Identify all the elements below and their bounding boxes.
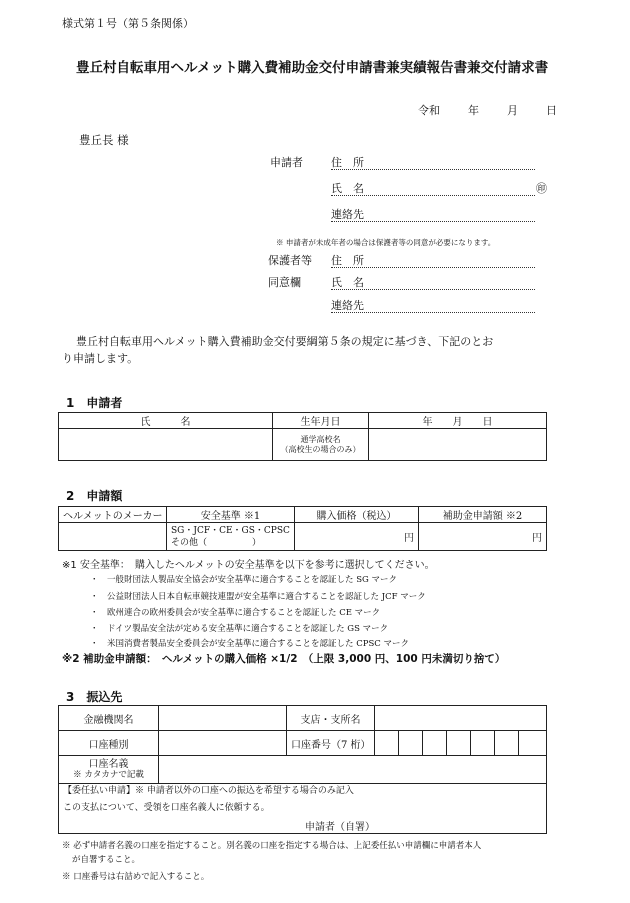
bullet-jcf-text: 公益財団法人日本自転車競技連盟が安全基準に適合することを認証した JCF マーク: [107, 592, 426, 602]
price-header: 購入価格（税込）: [295, 507, 419, 523]
dob-header: 生年月日: [273, 413, 369, 429]
standards-options: SG・JCF・CE・GS・CPSC: [171, 525, 290, 536]
footnote-2: ※ 口座番号は右詰めで記入すること。: [62, 872, 210, 882]
school-label-line2: （高校生の場合のみ）: [280, 444, 361, 454]
account-digit-6[interactable]: [495, 731, 519, 756]
holder-label: [59, 756, 159, 784]
applicant-label: 申請者: [270, 156, 303, 169]
bullet-ce-text: 欧州連合の欧州委員会が安全基準に適合することを認証した CE マーク: [107, 608, 381, 618]
account-number-label: 口座番号（7 桁）: [287, 731, 375, 756]
form-number: 様式第１号（第５条関係）: [62, 17, 194, 30]
bullet-cpsc: ・ 米国消費者製品安全委員会が安全基準に適合することを認証した CPSC マーク: [90, 639, 409, 649]
applicant-name-field[interactable]: [331, 195, 535, 196]
footnote-1: ※ 必ず申請者名義の口座を指定すること。別名義の口座を指定する場合は、上記委任払い申請欄に申請者本人: [62, 841, 482, 851]
date-era: 令和: [418, 104, 440, 117]
account-digit-4[interactable]: [447, 731, 471, 756]
bullet-jcf: ・ 公益財団法人日本自転車競技連盟が安全基準に適合することを認証した JCF マーク: [90, 592, 426, 602]
bullet-sg: ・ 一般財団法人製品安全協会が安全基準に適合することを認証した SG マーク: [90, 575, 398, 585]
guardian-address-field[interactable]: [331, 267, 535, 268]
guardian-name-field[interactable]: [331, 289, 535, 290]
consent-label: 同意欄: [268, 276, 301, 289]
bank-name-cell[interactable]: [159, 706, 287, 731]
dob-value[interactable]: 年 月 日: [369, 413, 547, 429]
bank-name-label: 金融機関名: [59, 706, 159, 731]
school-name-cell[interactable]: [369, 429, 547, 461]
bank-table: [58, 705, 547, 834]
intro-line-2: り申請します。: [62, 352, 139, 365]
bullet-gs-text: ドイツ製品安全法が定める安全基準に適合することを認証した GS マーク: [107, 624, 389, 634]
date-month: 月: [507, 104, 518, 117]
seal-mark: ㊞: [536, 182, 547, 195]
date-day: 日: [546, 104, 557, 117]
guardian-address-label: 住 所: [331, 254, 364, 267]
account-digit-3[interactable]: [423, 731, 447, 756]
applicant-name-label: 氏 名: [331, 182, 364, 195]
section1-heading: 1 申請者: [66, 396, 123, 410]
amount-table: [58, 506, 547, 551]
applicant-address-field[interactable]: [331, 169, 535, 170]
standard-header: 安全基準 ※1: [167, 507, 295, 523]
standards-other: その他（ ）: [171, 537, 262, 548]
applicant-signature-line[interactable]: 申請者（自署）: [305, 818, 465, 834]
guardian-label: 保護者等: [268, 254, 312, 267]
name-header: 氏 名: [59, 413, 273, 429]
account-digit-7[interactable]: [519, 731, 547, 756]
account-digit-2[interactable]: [399, 731, 423, 756]
delegation-heading: 【委任払い申請】※ 申請者以外の口座への振込を希望する場合のみ記入: [63, 786, 354, 796]
date-year: 年: [468, 104, 479, 117]
guardian-contact-field[interactable]: [331, 312, 535, 313]
grant-cell[interactable]: 円: [419, 523, 547, 551]
branch-label: 支店・支所名: [287, 706, 375, 731]
branch-cell[interactable]: [375, 706, 547, 731]
bullet-gs: ・ ドイツ製品安全法が定める安全基準に適合することを認証した GS マーク: [90, 624, 389, 634]
addressee: 豊丘長 様: [79, 133, 129, 147]
maker-cell[interactable]: [59, 523, 167, 551]
holder-label-text: 口座名義: [88, 759, 129, 770]
holder-note: ※ カタカナで記載: [73, 770, 144, 780]
bullet-ce: ・ 欧州連合の欧州委員会が安全基準に適合することを認証した CE マーク: [90, 608, 381, 618]
grant-header: 補助金申請額 ※2: [419, 507, 547, 523]
standard-cell[interactable]: [167, 523, 295, 551]
section3-heading: 3 振込先: [66, 690, 123, 704]
footnote-1-cont: が自署すること。: [72, 855, 141, 865]
guardian-contact-label: 連絡先: [331, 299, 364, 312]
note2-grant-formula: ※2 補助金申請額： ヘルメットの購入価格 ×1/2 （上限 3,000 円、100 円未満切り捨て）: [62, 653, 506, 665]
form-title: 豊丘村自転車用ヘルメット購入費補助金交付申請書兼実績報告書兼交付請求書: [76, 60, 549, 76]
delegation-text: この支払について、受領を口座名義人に依頼する。: [63, 803, 270, 813]
maker-header: ヘルメットのメーカー: [59, 507, 167, 523]
note1-head: ※1 安全基準： 購入したヘルメットの安全基準を以下を参考に選択してください。: [62, 560, 435, 571]
section2-heading: 2 申請額: [66, 489, 123, 503]
account-type-cell[interactable]: [159, 731, 287, 756]
delegation-box: [59, 784, 547, 834]
account-type-label: 口座種別: [59, 731, 159, 756]
applicant-table: [58, 412, 547, 461]
price-cell[interactable]: 円: [295, 523, 419, 551]
account-digit-1[interactable]: [375, 731, 399, 756]
applicant-name-cell[interactable]: [59, 429, 273, 461]
holder-cell[interactable]: [159, 756, 547, 784]
applicant-contact-label: 連絡先: [331, 208, 364, 221]
school-label: [273, 429, 369, 461]
school-label-line1: 通学高校名: [300, 434, 341, 444]
account-digit-5[interactable]: [471, 731, 495, 756]
guardian-name-label: 氏 名: [331, 276, 364, 289]
bullet-cpsc-text: 米国消費者製品安全委員会が安全基準に適合することを認証した CPSC マーク: [107, 639, 409, 649]
bullet-sg-text: 一般財団法人製品安全協会が安全基準に適合することを認証した SG マーク: [107, 575, 398, 585]
applicant-contact-field[interactable]: [331, 221, 535, 222]
applicant-address-label: 住 所: [331, 156, 364, 169]
minor-consent-note: ※ 申請者が未成年者の場合は保護者等の同意が必要になります。: [276, 238, 496, 247]
intro-line-1: 豊丘村自転車用ヘルメット購入費補助金交付要綱第５条の規定に基づき、下記のとお: [76, 335, 494, 348]
